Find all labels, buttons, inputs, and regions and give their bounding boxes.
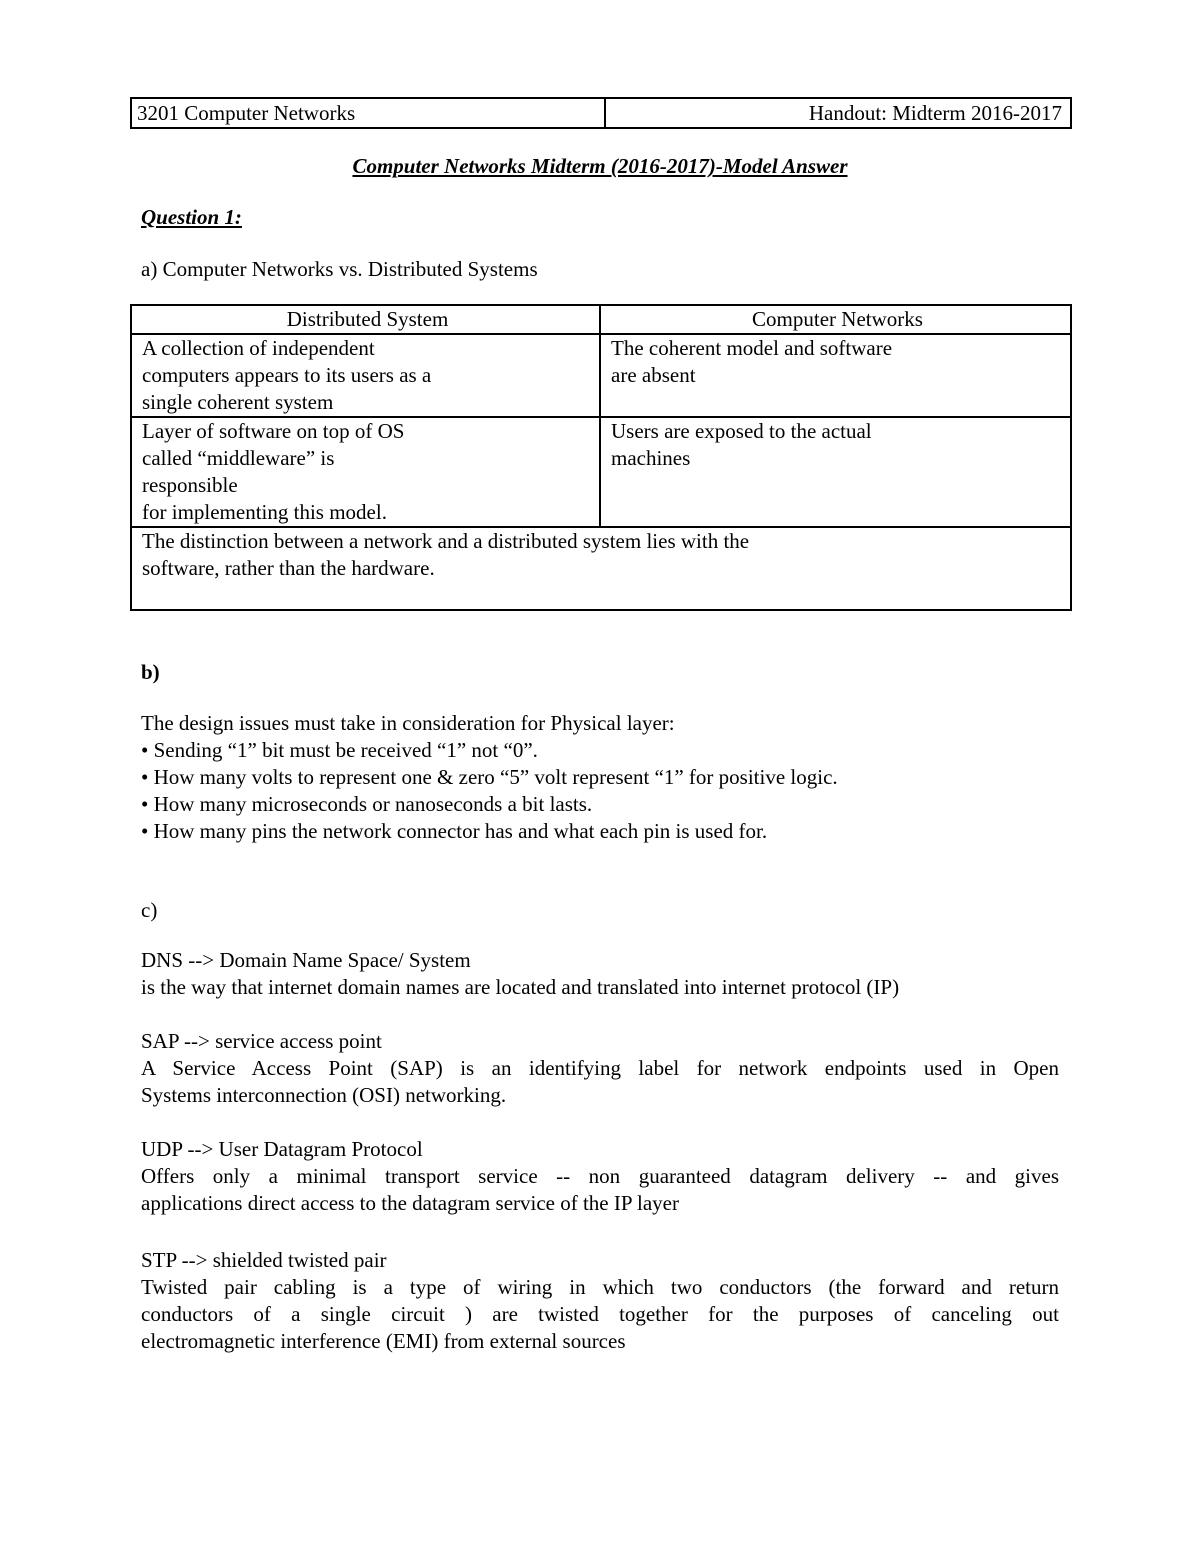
bullet-item: • How many microseconds or nanoseconds a bit lasts. [141,792,593,816]
cell-line: The coherent model and software [611,336,893,360]
cell-line: are absent [611,363,696,387]
definition-line: A Service Access Point (SAP) is an identifying label for network endpoints used in Open [141,1056,1059,1080]
table-cell [600,417,1071,527]
cell-line: computers appears to its users as a [142,363,432,387]
comparison-table [130,304,1072,611]
definition-line: applications direct access to the datagram service of the IP layer [141,1191,679,1215]
term-definition [141,1274,1059,1355]
term-definition: is the way that internet domain names are located and translated into internet protocol (IP) [141,975,900,999]
bullet-item: • Sending “1” bit must be received “1” not “0”. [141,738,538,762]
part-a-label: a) Computer Networks vs. Distributed Systems [141,257,538,281]
cell-line: single coherent system [142,390,334,414]
cell-line: machines [611,446,691,470]
term-udp: UDP --> User Datagram Protocol [141,1137,423,1161]
definition-line: Offers only a minimal transport service -- non guaranteed datagram delivery -- and gives [141,1164,1059,1188]
bullet-item: • How many volts to represent one & zero “5” volt represent “1” for positive logic. [141,765,838,789]
term-sap: SAP --> service access point [141,1029,382,1053]
document-title: Computer Networks Midterm (2016-2017)-Model Answer [352,154,848,178]
definition-line: Twisted pair cabling is a type of wiring in which two conductors (the forward and return [141,1275,1059,1299]
term-stp: STP --> shielded twisted pair [141,1248,387,1272]
table-footer-row [131,527,1071,610]
table-header-networks: Computer Networks [600,305,1071,334]
definition-line: Systems interconnection (OSI) networking. [141,1083,507,1107]
term-definition [141,1055,1059,1109]
header-box [130,97,1072,129]
table-cell [600,334,1071,417]
part-b-label: b) [141,660,160,684]
part-b-intro: The design issues must take in consideration for Physical layer: [141,711,675,735]
part-c-label: c) [141,898,158,922]
table-row [131,334,1071,417]
cell-line: for implementing this model. [142,500,387,524]
cell-line: A collection of independent [142,336,375,360]
definition-line: conductors of a single circuit ) are twisted together for the purposes of canceling out [141,1302,1059,1326]
table-header-distributed: Distributed System [131,305,600,334]
cell-line: The distinction between a network and a distributed system lies with the [142,529,750,553]
bullet-item: • How many pins the network connector has and what each pin is used for. [141,819,768,843]
table-cell [131,417,600,527]
cell-line: responsible [142,473,238,497]
table-row [131,417,1071,527]
cell-line: Layer of software on top of OS [142,419,405,443]
question-heading: Question 1: [141,205,242,229]
term-definition [141,1163,1059,1217]
table-footer-cell [131,527,1071,610]
definition-line: electromagnetic interference (EMI) from external sources [141,1329,626,1353]
cell-line: Users are exposed to the actual [611,419,872,443]
handout-label: Handout: Midterm 2016-2017 [808,101,1062,125]
table-cell [131,334,600,417]
cell-line: software, rather than the hardware. [142,556,435,580]
term-dns: DNS --> Domain Name Space/ System [141,948,471,972]
course-title: 3201 Computer Networks [132,99,606,127]
cell-line: called “middleware” is [142,446,335,470]
